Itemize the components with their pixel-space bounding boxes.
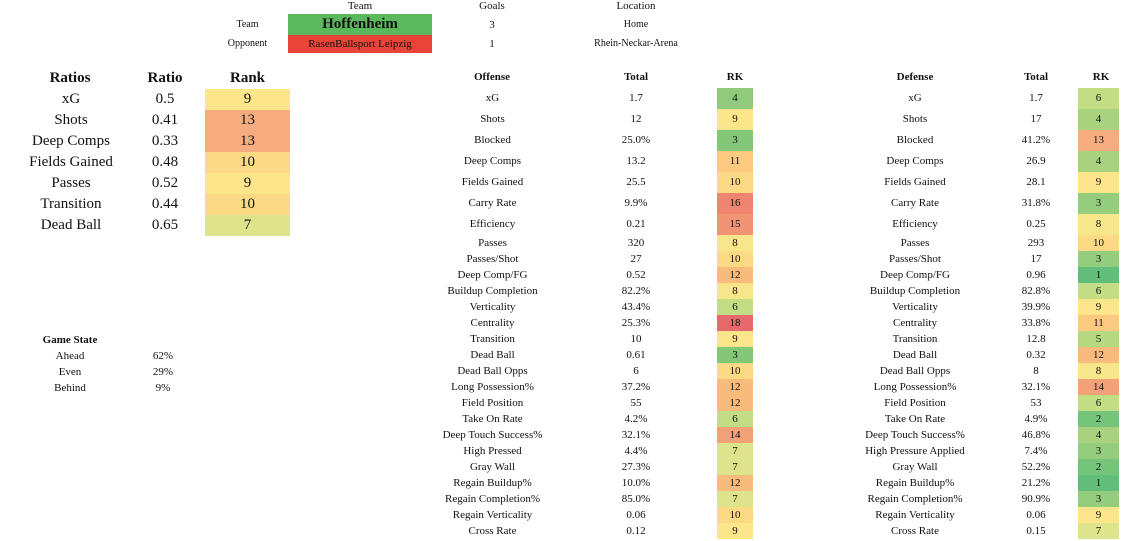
offense-row-total: 37.2% xyxy=(621,381,651,393)
offense-row-total: 32.1% xyxy=(621,429,651,441)
defense-row-rank: 7 xyxy=(1078,523,1119,539)
offense-row-rank: 15 xyxy=(717,214,753,235)
game-state-label: Even xyxy=(58,366,82,378)
offense-row-rank: 8 xyxy=(717,235,753,251)
team-goals: 3 xyxy=(489,19,495,31)
defense-row-total: 28.1 xyxy=(1026,176,1046,188)
ratio-row-label: Fields Gained xyxy=(29,154,113,170)
offense-row-rank: 9 xyxy=(717,109,753,130)
offense-row-rank: 10 xyxy=(717,363,753,379)
defense-row-label: Buildup Completion xyxy=(869,285,961,297)
offense-row-total: 25.5 xyxy=(626,176,646,188)
offense-row-label: Regain Buildup% xyxy=(453,477,532,489)
ratio-row-label: xG xyxy=(61,91,81,107)
offense-row-rank: 10 xyxy=(717,172,753,193)
offense-row-label: High Pressed xyxy=(463,445,522,457)
offense-row-rank: 18 xyxy=(717,315,753,331)
offense-row-label: Transition xyxy=(470,333,515,345)
ratio-row-value: 0.48 xyxy=(151,154,179,170)
rank-column-header: Rank xyxy=(229,70,266,86)
defense-row-rank: 3 xyxy=(1078,491,1119,507)
defense-row-total: 33.8% xyxy=(1021,317,1051,329)
defense-row-rank: 5 xyxy=(1078,331,1119,347)
defense-row-rank: 4 xyxy=(1078,151,1119,172)
defense-row-rank: 1 xyxy=(1078,267,1119,283)
defense-row-rank: 9 xyxy=(1078,299,1119,315)
offense-row-rank: 12 xyxy=(717,379,753,395)
defense-row-label: Efficiency xyxy=(892,218,938,230)
defense-row-label: Deep Comp/FG xyxy=(880,269,950,281)
defense-row-rank: 11 xyxy=(1078,315,1119,331)
offense-row-total: 55 xyxy=(630,397,642,409)
game-state-label: Behind xyxy=(54,382,86,394)
offense-row-total: 1.7 xyxy=(629,92,643,104)
offense-row-label: Efficiency xyxy=(469,218,516,230)
team-location: Home xyxy=(623,19,649,30)
defense-row-label: Regain Verticality xyxy=(875,509,955,521)
offense-row-label: Carry Rate xyxy=(468,197,517,209)
defense-row-rank: 4 xyxy=(1078,427,1119,443)
defense-row-rank: 8 xyxy=(1078,363,1119,379)
defense-row-rank: 9 xyxy=(1078,507,1119,523)
offense-row-total: 10 xyxy=(630,333,642,345)
defense-row-total: 90.9% xyxy=(1021,493,1051,505)
offense-row-total: 43.4% xyxy=(621,301,651,313)
ratio-row-rank: 10 xyxy=(205,152,290,173)
offense-row-rank: 12 xyxy=(717,395,753,411)
offense-row-rank: 6 xyxy=(717,299,753,315)
defense-row-rank: 8 xyxy=(1078,214,1119,235)
defense-row-rank: 3 xyxy=(1078,443,1119,459)
offense-row-total: 6 xyxy=(633,365,639,377)
defense-row-label: Gray Wall xyxy=(892,461,938,473)
game-state-value: 62% xyxy=(152,350,174,362)
offense-row-label: Regain Verticality xyxy=(452,509,533,521)
offense-row-rank: 10 xyxy=(717,507,753,523)
offense-row-rank: 7 xyxy=(717,443,753,459)
ratio-row-rank: 9 xyxy=(205,89,290,110)
offense-row-label: Blocked xyxy=(474,134,511,146)
offense-row-rank: 12 xyxy=(717,475,753,491)
defense-row-rank: 14 xyxy=(1078,379,1119,395)
offense-row-label: Buildup Completion xyxy=(447,285,538,297)
defense-row-label: Shots xyxy=(902,113,928,125)
defense-row-total: 32.1% xyxy=(1021,381,1051,393)
defense-row-label: Blocked xyxy=(896,134,934,146)
defense-row-label: Transition xyxy=(892,333,938,345)
ratio-row-value: 0.44 xyxy=(151,196,179,212)
defense-row-label: Cross Rate xyxy=(891,525,939,537)
ratio-row-label: Dead Ball xyxy=(40,217,102,233)
goals-column-header: Goals xyxy=(479,0,505,12)
defense-row-label: Passes/Shot xyxy=(889,253,941,265)
defense-row-rank: 2 xyxy=(1078,459,1119,475)
defense-row-label: Dead Ball Opps xyxy=(879,365,951,377)
offense-row-label: Long Possession% xyxy=(451,381,534,393)
game-state-label: Ahead xyxy=(55,350,85,362)
defense-row-total: 17 xyxy=(1030,253,1042,265)
offense-row-total: 13.2 xyxy=(626,155,646,167)
defense-row-rank: 13 xyxy=(1078,130,1119,151)
offense-row-total: 0.21 xyxy=(626,218,646,230)
defense-row-total: 1.7 xyxy=(1029,92,1043,104)
offense-row-total: 82.2% xyxy=(621,285,651,297)
defense-row-total: 46.8% xyxy=(1021,429,1051,441)
location-column-header: Location xyxy=(616,0,656,12)
ratio-row-value: 0.65 xyxy=(151,217,179,233)
offense-row-label: xG xyxy=(485,92,500,104)
offense-row-total: 27.3% xyxy=(621,461,651,473)
offense-row-rank: 3 xyxy=(717,130,753,151)
offense-row-label: Deep Comps xyxy=(463,155,522,167)
game-state-value: 29% xyxy=(152,366,174,378)
defense-row-label: Verticality xyxy=(892,301,938,313)
ratio-row-value: 0.33 xyxy=(151,133,179,149)
opponent-location: Rhein-Neckar-Arena xyxy=(594,38,678,49)
ratio-row-label: Passes xyxy=(51,175,91,191)
defense-row-label: Deep Comps xyxy=(886,155,944,167)
defense-row-total: 53 xyxy=(1030,397,1042,409)
offense-row-rank: 16 xyxy=(717,193,753,214)
defense-row-total: 4.9% xyxy=(1024,413,1048,425)
offense-row-label: Fields Gained xyxy=(461,176,524,188)
offense-row-total: 27 xyxy=(630,253,642,265)
ratio-row-rank: 9 xyxy=(205,173,290,194)
defense-row-rank: 10 xyxy=(1078,235,1119,251)
defense-row-label: Regain Completion% xyxy=(867,493,963,505)
defense-row-rank: 4 xyxy=(1078,109,1119,130)
offense-row-total: 12 xyxy=(630,113,642,125)
offense-rk-header: RK xyxy=(726,71,744,83)
offense-row-label: Gray Wall xyxy=(469,461,516,473)
defense-row-total: 12.8 xyxy=(1026,333,1046,345)
offense-row-label: Regain Completion% xyxy=(444,493,540,505)
defense-row-total: 0.32 xyxy=(1026,349,1046,361)
ratio-row-label: Transition xyxy=(40,196,102,212)
defense-row-rank: 9 xyxy=(1078,172,1119,193)
ratio-row-rank: 13 xyxy=(205,131,290,152)
offense-row-label: Deep Touch Success% xyxy=(442,429,543,441)
offense-row-rank: 10 xyxy=(717,251,753,267)
offense-row-total: 0.12 xyxy=(626,525,646,537)
offense-row-total: 320 xyxy=(627,237,645,249)
defense-row-label: Centrality xyxy=(893,317,937,329)
ratio-row-value: 0.5 xyxy=(155,91,175,107)
defense-row-rank: 12 xyxy=(1078,347,1119,363)
defense-row-total: 41.2% xyxy=(1021,134,1051,146)
offense-row-total: 0.06 xyxy=(626,509,646,521)
offense-row-rank: 12 xyxy=(717,267,753,283)
defense-row-total: 17 xyxy=(1030,113,1042,125)
team-column-header: Team xyxy=(347,0,373,12)
defense-rk-header: RK xyxy=(1092,71,1110,83)
ratios-title: Ratios xyxy=(49,70,91,86)
offense-row-rank: 6 xyxy=(717,411,753,427)
game-state-value: 9% xyxy=(155,382,171,394)
offense-row-label: Deep Comp/FG xyxy=(457,269,528,281)
offense-row-rank: 11 xyxy=(717,151,753,172)
offense-row-label: Centrality xyxy=(470,317,515,329)
offense-row-rank: 9 xyxy=(717,331,753,347)
offense-row-label: Shots xyxy=(480,113,505,125)
defense-row-label: Regain Buildup% xyxy=(875,477,955,489)
opponent-name: RasenBallsport Leipzig xyxy=(288,35,432,53)
ratio-row-rank: 10 xyxy=(205,194,290,215)
defense-row-total: 82.8% xyxy=(1021,285,1051,297)
defense-total-header: Total xyxy=(1023,71,1049,83)
defense-row-label: Field Position xyxy=(884,397,946,409)
opponent-row-label: Opponent xyxy=(227,38,268,49)
offense-row-total: 10.0% xyxy=(621,477,651,489)
offense-row-total: 25.3% xyxy=(621,317,651,329)
defense-row-total: 26.9 xyxy=(1026,155,1046,167)
offense-row-rank: 7 xyxy=(717,459,753,475)
defense-row-label: High Pressure Applied xyxy=(865,445,965,457)
defense-row-label: Carry Rate xyxy=(891,197,939,209)
offense-row-rank: 8 xyxy=(717,283,753,299)
offense-row-total: 4.4% xyxy=(624,445,648,457)
offense-row-rank: 7 xyxy=(717,491,753,507)
game-state-title: Game State xyxy=(42,334,98,346)
ratio-row-label: Shots xyxy=(54,112,88,128)
offense-row-label: Cross Rate xyxy=(468,525,517,537)
defense-title: Defense xyxy=(896,71,934,83)
offense-row-rank: 9 xyxy=(717,523,753,539)
offense-row-label: Passes xyxy=(478,237,507,249)
defense-row-label: Long Possession% xyxy=(873,381,957,393)
defense-row-total: 0.15 xyxy=(1026,525,1046,537)
team-row-label: Team xyxy=(236,19,259,30)
opponent-goals: 1 xyxy=(489,38,495,50)
offense-row-label: Verticality xyxy=(469,301,516,313)
defense-row-label: Deep Touch Success% xyxy=(865,429,965,441)
defense-row-total: 0.25 xyxy=(1026,218,1046,230)
defense-row-label: xG xyxy=(908,92,922,104)
ratio-row-rank: 13 xyxy=(205,110,290,131)
defense-row-total: 293 xyxy=(1027,237,1045,249)
offense-total-header: Total xyxy=(623,71,649,83)
offense-row-total: 85.0% xyxy=(621,493,651,505)
ratio-row-value: 0.41 xyxy=(151,112,179,128)
defense-row-label: Take On Rate xyxy=(884,413,946,425)
ratio-column-header: Ratio xyxy=(147,70,183,86)
defense-row-total: 0.06 xyxy=(1026,509,1046,521)
defense-row-total: 7.4% xyxy=(1024,445,1048,457)
ratio-row-value: 0.52 xyxy=(151,175,179,191)
defense-row-total: 8 xyxy=(1033,365,1039,377)
defense-row-rank: 6 xyxy=(1078,395,1119,411)
offense-row-total: 0.52 xyxy=(626,269,646,281)
offense-row-label: Field Position xyxy=(461,397,524,409)
defense-row-rank: 3 xyxy=(1078,193,1119,214)
defense-row-total: 31.8% xyxy=(1021,197,1051,209)
defense-row-rank: 6 xyxy=(1078,88,1119,109)
offense-row-total: 25.0% xyxy=(621,134,651,146)
offense-row-label: Take On Rate xyxy=(462,413,523,425)
offense-row-total: 9.9% xyxy=(624,197,648,209)
offense-title: Offense xyxy=(473,71,511,83)
defense-row-rank: 6 xyxy=(1078,283,1119,299)
offense-row-rank: 4 xyxy=(717,88,753,109)
offense-row-rank: 14 xyxy=(717,427,753,443)
defense-row-label: Dead Ball xyxy=(892,349,938,361)
defense-row-label: Passes xyxy=(900,237,930,249)
offense-row-label: Dead Ball xyxy=(470,349,515,361)
defense-row-total: 0.96 xyxy=(1026,269,1046,281)
offense-row-label: Passes/Shot xyxy=(466,253,519,265)
offense-row-total: 0.61 xyxy=(626,349,646,361)
defense-row-total: 21.2% xyxy=(1021,477,1051,489)
defense-row-rank: 3 xyxy=(1078,251,1119,267)
offense-row-label: Dead Ball Opps xyxy=(457,365,528,377)
offense-row-total: 4.2% xyxy=(624,413,648,425)
defense-row-rank: 2 xyxy=(1078,411,1119,427)
offense-row-rank: 3 xyxy=(717,347,753,363)
ratio-row-rank: 7 xyxy=(205,215,290,236)
defense-row-total: 39.9% xyxy=(1021,301,1051,313)
defense-row-total: 52.2% xyxy=(1021,461,1051,473)
team-name: Hoffenheim xyxy=(288,14,432,35)
defense-row-rank: 1 xyxy=(1078,475,1119,491)
ratio-row-label: Deep Comps xyxy=(32,133,110,149)
defense-row-label: Fields Gained xyxy=(884,176,946,188)
